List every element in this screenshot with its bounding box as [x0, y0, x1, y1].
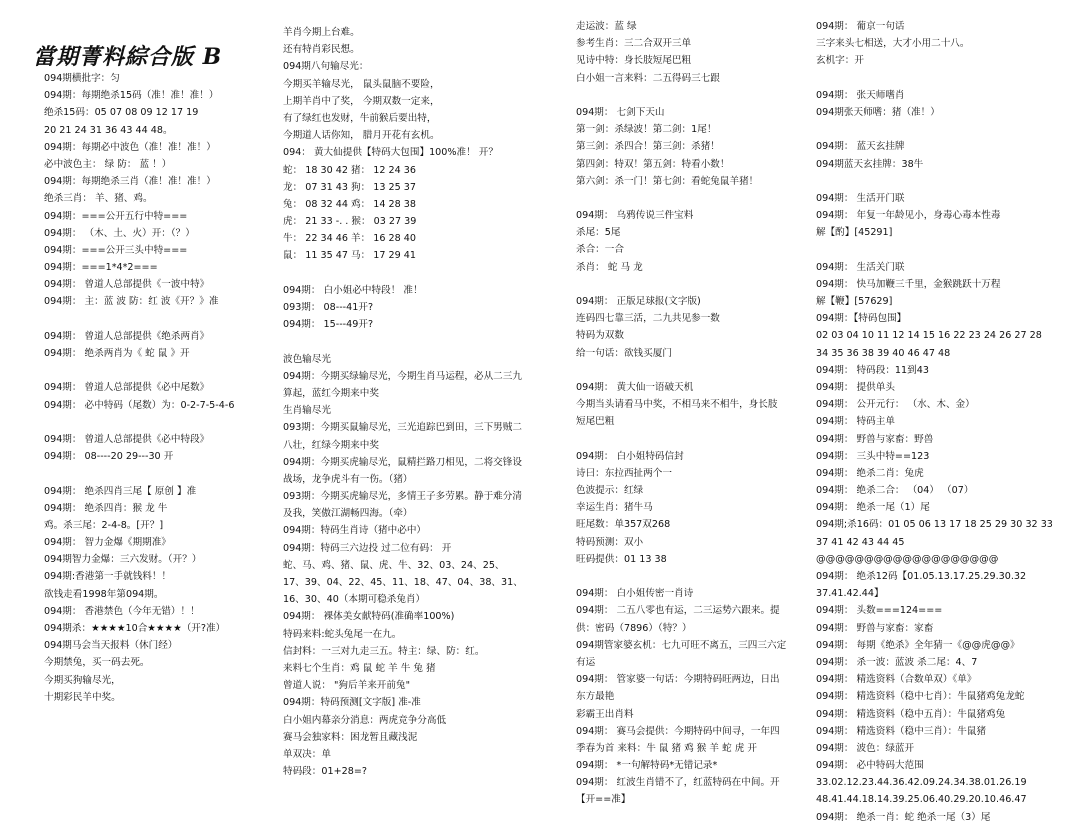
text-line: 094期： 绝杀12码【01.05.13.17.25.29.30.32 — [816, 571, 1027, 582]
text-line: 094期： *一句解特码*无错记录* — [576, 760, 718, 772]
text-line: 今期买狗输尽光， — [44, 674, 121, 686]
text-line: 信封料：一三对九走三五。特主：绿、防：红。 — [283, 645, 485, 657]
text-line: 48.41.44.18.14.39.25.06.40.29.20.10.46.47 — [816, 794, 1027, 806]
text-line: 094期管家婆玄机：七九可旺不离五，三四三六定 — [576, 639, 787, 651]
text-line: 鸡。杀三尾：2-4-8。[开？] — [44, 519, 164, 531]
text-line: 094期： 必中特码大范围 — [816, 760, 924, 772]
text-line: 彩霸王出肖料 — [576, 708, 634, 720]
text-line: 094期： 白小姐特码信封 — [576, 450, 684, 462]
text-line: 094期： 七剑下天山 — [576, 106, 665, 118]
text-line: 十期彩民羊中奖。 — [44, 691, 121, 703]
text-line: 幸运生肖：猪牛马 — [576, 502, 653, 514]
text-line — [576, 431, 802, 448]
text-line: 见诗中特：身长肢短尾巴粗 — [576, 55, 692, 67]
text-line: 八壮，红绿今期来中奖 — [283, 439, 379, 451]
text-line: 赛马会独家料：困龙暂且藏浅泥 — [283, 731, 418, 743]
text-line: 【开==准】 — [576, 794, 631, 806]
text-line: 走运波：蓝 绿 — [576, 21, 637, 32]
text-line: 第六剑：杀一门！第七剑：看蛇兔鼠羊猪！ — [576, 175, 759, 187]
text-line: 094期： 快马加鞭三千里，金猴跳跃十万程 — [816, 278, 1001, 290]
text-line: 094期：每期必中波色（准！准！准！） — [44, 141, 216, 153]
text-line — [816, 121, 1074, 138]
text-line: 094期： 每期《绝杀》全年猜一《@@虎@@》 — [816, 639, 1020, 651]
text-line — [816, 173, 1074, 190]
text-line: 来料七个生肖：鸡 鼠 蛇 羊 牛 兔 猪 — [283, 662, 436, 674]
text-line: 094期： 年复一年龄见小，身毒心毒本性毒 — [816, 210, 1001, 222]
text-line — [816, 70, 1074, 87]
text-line: 季春为首 来料：牛 鼠 猪 鸡 猴 羊 蛇 虎 开 — [576, 742, 757, 754]
text-line: 094期： 野兽与家畜：野兽 — [816, 433, 934, 445]
text-line: 094期： 管家婆一句话：今期特码旺两边，日出 — [576, 674, 780, 686]
text-line: 有了绿红也发财，牛前猴后要出特， — [283, 112, 437, 124]
text-line: 094期： 杀一波：蓝波 杀二尾：4、7 — [816, 656, 978, 668]
text-line: 094期： 绝杀两肖为《 蛇 鼠 》开 — [44, 348, 190, 359]
text-line: 及我，笑傲江湖畅四海。（牵） — [283, 508, 413, 520]
text-line: 094期智力金爆：三六发财。（开？） — [44, 554, 202, 566]
text-line: 094期： 三头中特==123 — [816, 450, 930, 462]
text-line: 094期：今期买绿输尽光，今期生肖马运程，必从二三九 — [283, 370, 522, 382]
column-1 — [44, 70, 262, 706]
text-line: 094期:香港第一手就钱料！！ — [44, 571, 172, 583]
text-line: 094期： 蓝天玄挂牌 — [816, 141, 905, 153]
text-line: 第一剑：杀绿波！第二剑：1尾！ — [576, 124, 717, 136]
text-line: 东方最艳 — [576, 691, 615, 703]
text-line: 094期： 15---49开? — [283, 319, 374, 331]
text-line: 094期张天师嗜：猪（准！） — [816, 106, 940, 118]
text-line: 093期：今期买虎输尽光，多情王子多劳累。静于难分清 — [283, 491, 522, 503]
text-line: 白小姐一言来料：二五得码三七跟 — [576, 72, 720, 84]
text-line: 杀肖： 蛇 马 龙 — [576, 261, 643, 273]
text-line: 白小姐内幕亲分消息：两虎竞争分高低 — [283, 714, 447, 726]
text-line — [44, 362, 262, 379]
text-line: 17、39、04、22、45、11、18、47、04、38、31、 — [283, 577, 523, 588]
text-line: 094期： 曾道人总部提供《绝杀两肖》 — [44, 330, 210, 342]
text-line: 094期： 特码主单 — [816, 416, 895, 428]
text-line — [44, 311, 262, 328]
text-line — [576, 568, 802, 585]
text-line: 上期羊肖中了奖， 今期双数一定来， — [283, 95, 440, 107]
text-line: 094期：===1*4*2=== — [44, 262, 158, 274]
text-line: 094期： 野兽与家畜：家畜 — [816, 622, 934, 634]
text-line: 094期： 绝杀一尾（1）尾 — [816, 502, 930, 514]
text-line: 094期： 曾道人总部提供《一波中特》 — [44, 279, 210, 291]
text-line — [576, 276, 802, 293]
text-line: 诗曰：东拉西扯两个一 — [576, 467, 672, 479]
text-line: 094期蓝天玄挂牌：38牛 — [816, 158, 924, 170]
text-line: 37.41.42.44】 — [816, 588, 884, 600]
text-line: 094期：特码三六边投 过二位有码： 开 — [283, 542, 452, 554]
text-line: 解【酌】[45291] — [816, 227, 893, 239]
text-line: 094期：每期绝杀三肖（准！准！准！） — [44, 176, 216, 188]
text-line: 094期： 白小姐传密一肖诗 — [576, 588, 694, 600]
text-line: 094期： 绝杀四肖：猴 龙 牛 — [44, 502, 168, 514]
text-line: 16、30、40（本期可稳杀兔肖） — [283, 594, 426, 606]
text-line: 094期： 精选资料（稳中五肖）：牛鼠猪鸡兔 — [816, 708, 1006, 720]
text-line: 必中波色主： 绿 防： 蓝 ！） — [44, 158, 172, 170]
text-line: 龙： 07 31 43 狗： 13 25 37 — [283, 181, 416, 193]
text-line: 094期： 特码段：11到43 — [816, 364, 929, 376]
text-line: 094期： 白小姐必中特段！ 准！ — [283, 284, 423, 296]
text-line: 094期：今期买虎输尽光，鼠精拦路刀相见，二将交锋设 — [283, 456, 522, 468]
text-line: 特码为双数 — [576, 330, 624, 342]
text-line: 094期;杀16码：01 05 06 13 17 18 25 29 30 32 33 — [816, 519, 1053, 531]
text-line: 094期： 裸体美女献特码(准确率100%) — [283, 611, 455, 623]
text-line: 094期： 赛马会提供：今期特码中间寻，一年四 — [576, 725, 780, 737]
text-line: 093期：今期买鼠输尽光，三光追踪巴到田，三下男贼二 — [283, 422, 522, 434]
text-line: @@@@@@@@@@@@@@@@@@@ — [816, 553, 999, 565]
text-line: 给一句话：欲钱买厦门 — [576, 347, 672, 359]
text-line: 今期当头请看马中奖，不相马来不相牛，身长肢 — [576, 399, 778, 411]
text-line: 094期： 精选资料（稳中三肖）：牛鼠猪 — [816, 725, 987, 737]
text-line: 094期： 曾道人总部提供《必中特段》 — [44, 433, 210, 445]
text-line: 094期： 绝杀一肖：蛇 绝杀一尾（3）尾 — [816, 811, 991, 823]
text-line: 094期： 绝杀二合： （04） （07） — [816, 485, 974, 497]
text-line: 今期买羊输尽光， 鼠头鼠脑不要险， — [283, 78, 440, 90]
text-line — [576, 87, 802, 104]
text-line: 短尾巴粗 — [576, 416, 615, 428]
text-line: 094期八句输尽光： — [283, 61, 369, 73]
text-line: 094期：===公开三头中特=== — [44, 244, 188, 256]
text-line: 094期横批字：匀 — [44, 73, 120, 84]
text-line: 兔： 08 32 44 鸡： 14 28 38 — [283, 198, 416, 210]
text-line: 094期：===公开五行中特=== — [44, 210, 188, 222]
text-line: 094期： 公开元行： （水、木、金） — [816, 399, 975, 411]
text-line: 094期杀：★★★★10合★★★★（开?准） — [44, 623, 226, 634]
text-line: 33.02.12.23.44.36.42.09.24.34.38.01.26.19 — [816, 777, 1027, 789]
text-line: 蛇： 18 30 42 猪： 12 24 36 — [283, 164, 416, 176]
text-line: 虎： 21 33 -. . 猴： 03 27 39 — [283, 216, 417, 228]
text-line: 蛇、马、鸡、猪、鼠、虎、牛、32、03、24、25、 — [283, 559, 505, 571]
text-line: 色波提示：红绿 — [576, 485, 644, 497]
text-line: 牛： 22 34 46 羊： 16 28 40 — [283, 233, 416, 245]
text-line: 094期： 二五八零也有运，二三运势六跟来。提 — [576, 605, 780, 617]
text-line: 094期：特码预测[文字版] 准-准 — [283, 697, 421, 709]
text-line: 094期： 香港禁色（今年无错）！！ — [44, 605, 200, 617]
text-line: 绝杀三肖： 羊、猪、鸡。 — [44, 193, 153, 205]
text-line: 参考生肖：三二合双开三单 — [576, 38, 692, 50]
text-line: 解【鞭】[57629] — [816, 296, 893, 307]
text-line: 094期： 生活关门联 — [816, 261, 905, 273]
column-3 — [576, 18, 802, 809]
page-title: 當期菁料綜合版 B — [33, 44, 223, 70]
text-line: 今期禁兔，买一码去死。 — [44, 657, 150, 669]
text-line: 特码预测：双小 — [576, 536, 644, 548]
text-line: 094期： 提供单头 — [816, 381, 895, 393]
text-line: 战场，龙争虎斗有一伤。（猪） — [283, 473, 413, 485]
text-line: 37 41 42 43 44 45 — [816, 536, 905, 548]
text-line: 094期： 正版足球报(文字版) — [576, 296, 701, 307]
text-line: 094期： 精选资料（合数单双）《单》 — [816, 674, 977, 686]
text-line: 鼠： 11 35 47 马： 17 29 41 — [283, 250, 416, 262]
text-line: 第四剑：特双！第五剑：特看小数！ — [576, 158, 730, 170]
text-line: 094期：每期绝杀15码（准！准！准！） — [44, 90, 219, 102]
text-line — [576, 190, 802, 207]
text-line: 曾道人说： "狗后羊来开前兔" — [283, 680, 410, 692]
text-line: 20 21 24 31 36 43 44 48。 — [44, 124, 173, 136]
text-line: 欲钱走看1998年第094期。 — [44, 588, 164, 600]
text-line: 绝杀15码：05 07 08 09 12 17 19 — [44, 107, 199, 119]
text-line: 特码段：01+28=? — [283, 766, 367, 778]
text-line: 生肖输尽光 — [283, 405, 331, 417]
text-line: 算起，蓝红今期来中奖 — [283, 387, 379, 399]
text-line — [576, 362, 802, 379]
text-line: 094期： 乌鸦传说三件宝料 — [576, 210, 694, 222]
text-line: 今期道人话你知， 腊月开花有玄机。 — [283, 130, 440, 142]
text-line: 094期： 曾道人总部提供《必中尾数》 — [44, 382, 210, 394]
text-line: 有运 — [576, 656, 596, 668]
text-line: 094期： 主：蓝 波 防：红 波《开？》准 — [44, 296, 219, 308]
text-line: 02 03 04 10 11 12 14 15 16 22 23 24 26 27 28 — [816, 330, 1042, 342]
text-line: 34 35 36 38 39 40 46 47 48 — [816, 347, 951, 359]
text-line — [283, 333, 553, 350]
column-4 — [816, 18, 1074, 826]
text-line: 玄机字：开 — [816, 55, 864, 67]
text-line: 羊肖今期上台难。 — [283, 27, 360, 38]
text-line: 094期： 绝杀二肖：兔虎 — [816, 467, 924, 479]
text-line: 连码四七靠三活，二九共见参一数 — [576, 313, 720, 325]
text-line: 第三剑：杀四合！第三剑：杀猪！ — [576, 141, 720, 153]
text-line: 094期： 智力金爆《期期准》 — [44, 537, 171, 549]
text-line: 杀合：一合 — [576, 244, 624, 256]
text-line: 杀尾：5尾 — [576, 227, 621, 239]
text-line — [44, 414, 262, 431]
text-line: 094期：【特码包围】 — [816, 313, 907, 325]
text-line — [816, 241, 1074, 258]
text-line: 三字来头七相送，大才小用二十八。 — [816, 38, 970, 50]
text-line: 旺码提供：01 13 38 — [576, 553, 667, 565]
text-line: 094期： 生活开门联 — [816, 192, 905, 204]
text-line — [283, 265, 553, 282]
text-line: 波色输尽光 — [283, 353, 331, 365]
text-line: 特码来料:蛇头兔尾一在九。 — [283, 628, 402, 640]
text-line: 094期： 黄大仙一语破天机 — [576, 381, 694, 393]
text-line: 单双决：单 — [283, 748, 331, 760]
column-2 — [283, 24, 553, 780]
text-line: 094期： 红波生肖错不了，红蓝特码在中间。开 — [576, 777, 780, 789]
text-line: 094期： 头数===124=== — [816, 605, 943, 617]
text-line: 094期： 葡京一句话 — [816, 21, 905, 32]
text-line: 094期： 精选资料（稳中七肖）：牛鼠猪鸡兔龙蛇 — [816, 691, 1025, 703]
text-line — [44, 465, 262, 482]
text-line: 094期： 张天师嗜肖 — [816, 89, 905, 101]
text-line: 094期：特码生肖诗（猪中必中） — [283, 525, 427, 537]
text-line: 旺尾数：单357双268 — [576, 519, 671, 531]
text-line: 还有特肖彩民想。 — [283, 44, 360, 56]
text-line: 094期： 必中特码（尾数）为：0-2-7-5-4-6 — [44, 399, 235, 411]
text-line: 094： 黄大仙提供【特码大包围】100%准！ 开？ — [283, 147, 498, 159]
text-line: 093期： 08---41开? — [283, 302, 374, 313]
text-line: 094期： 波色：绿蓝开 — [816, 742, 915, 754]
text-line: 供：密码（7896）（特？） — [576, 622, 692, 634]
text-line: 094期： （木、土、火）开：（？） — [44, 227, 195, 239]
text-line: 094期马会当天报料（休门经） — [44, 640, 178, 652]
text-line: 094期： 08----20 29---30 开 — [44, 451, 174, 463]
text-line: 094期： 绝杀四肖三尾【 原创 】准 — [44, 485, 197, 497]
